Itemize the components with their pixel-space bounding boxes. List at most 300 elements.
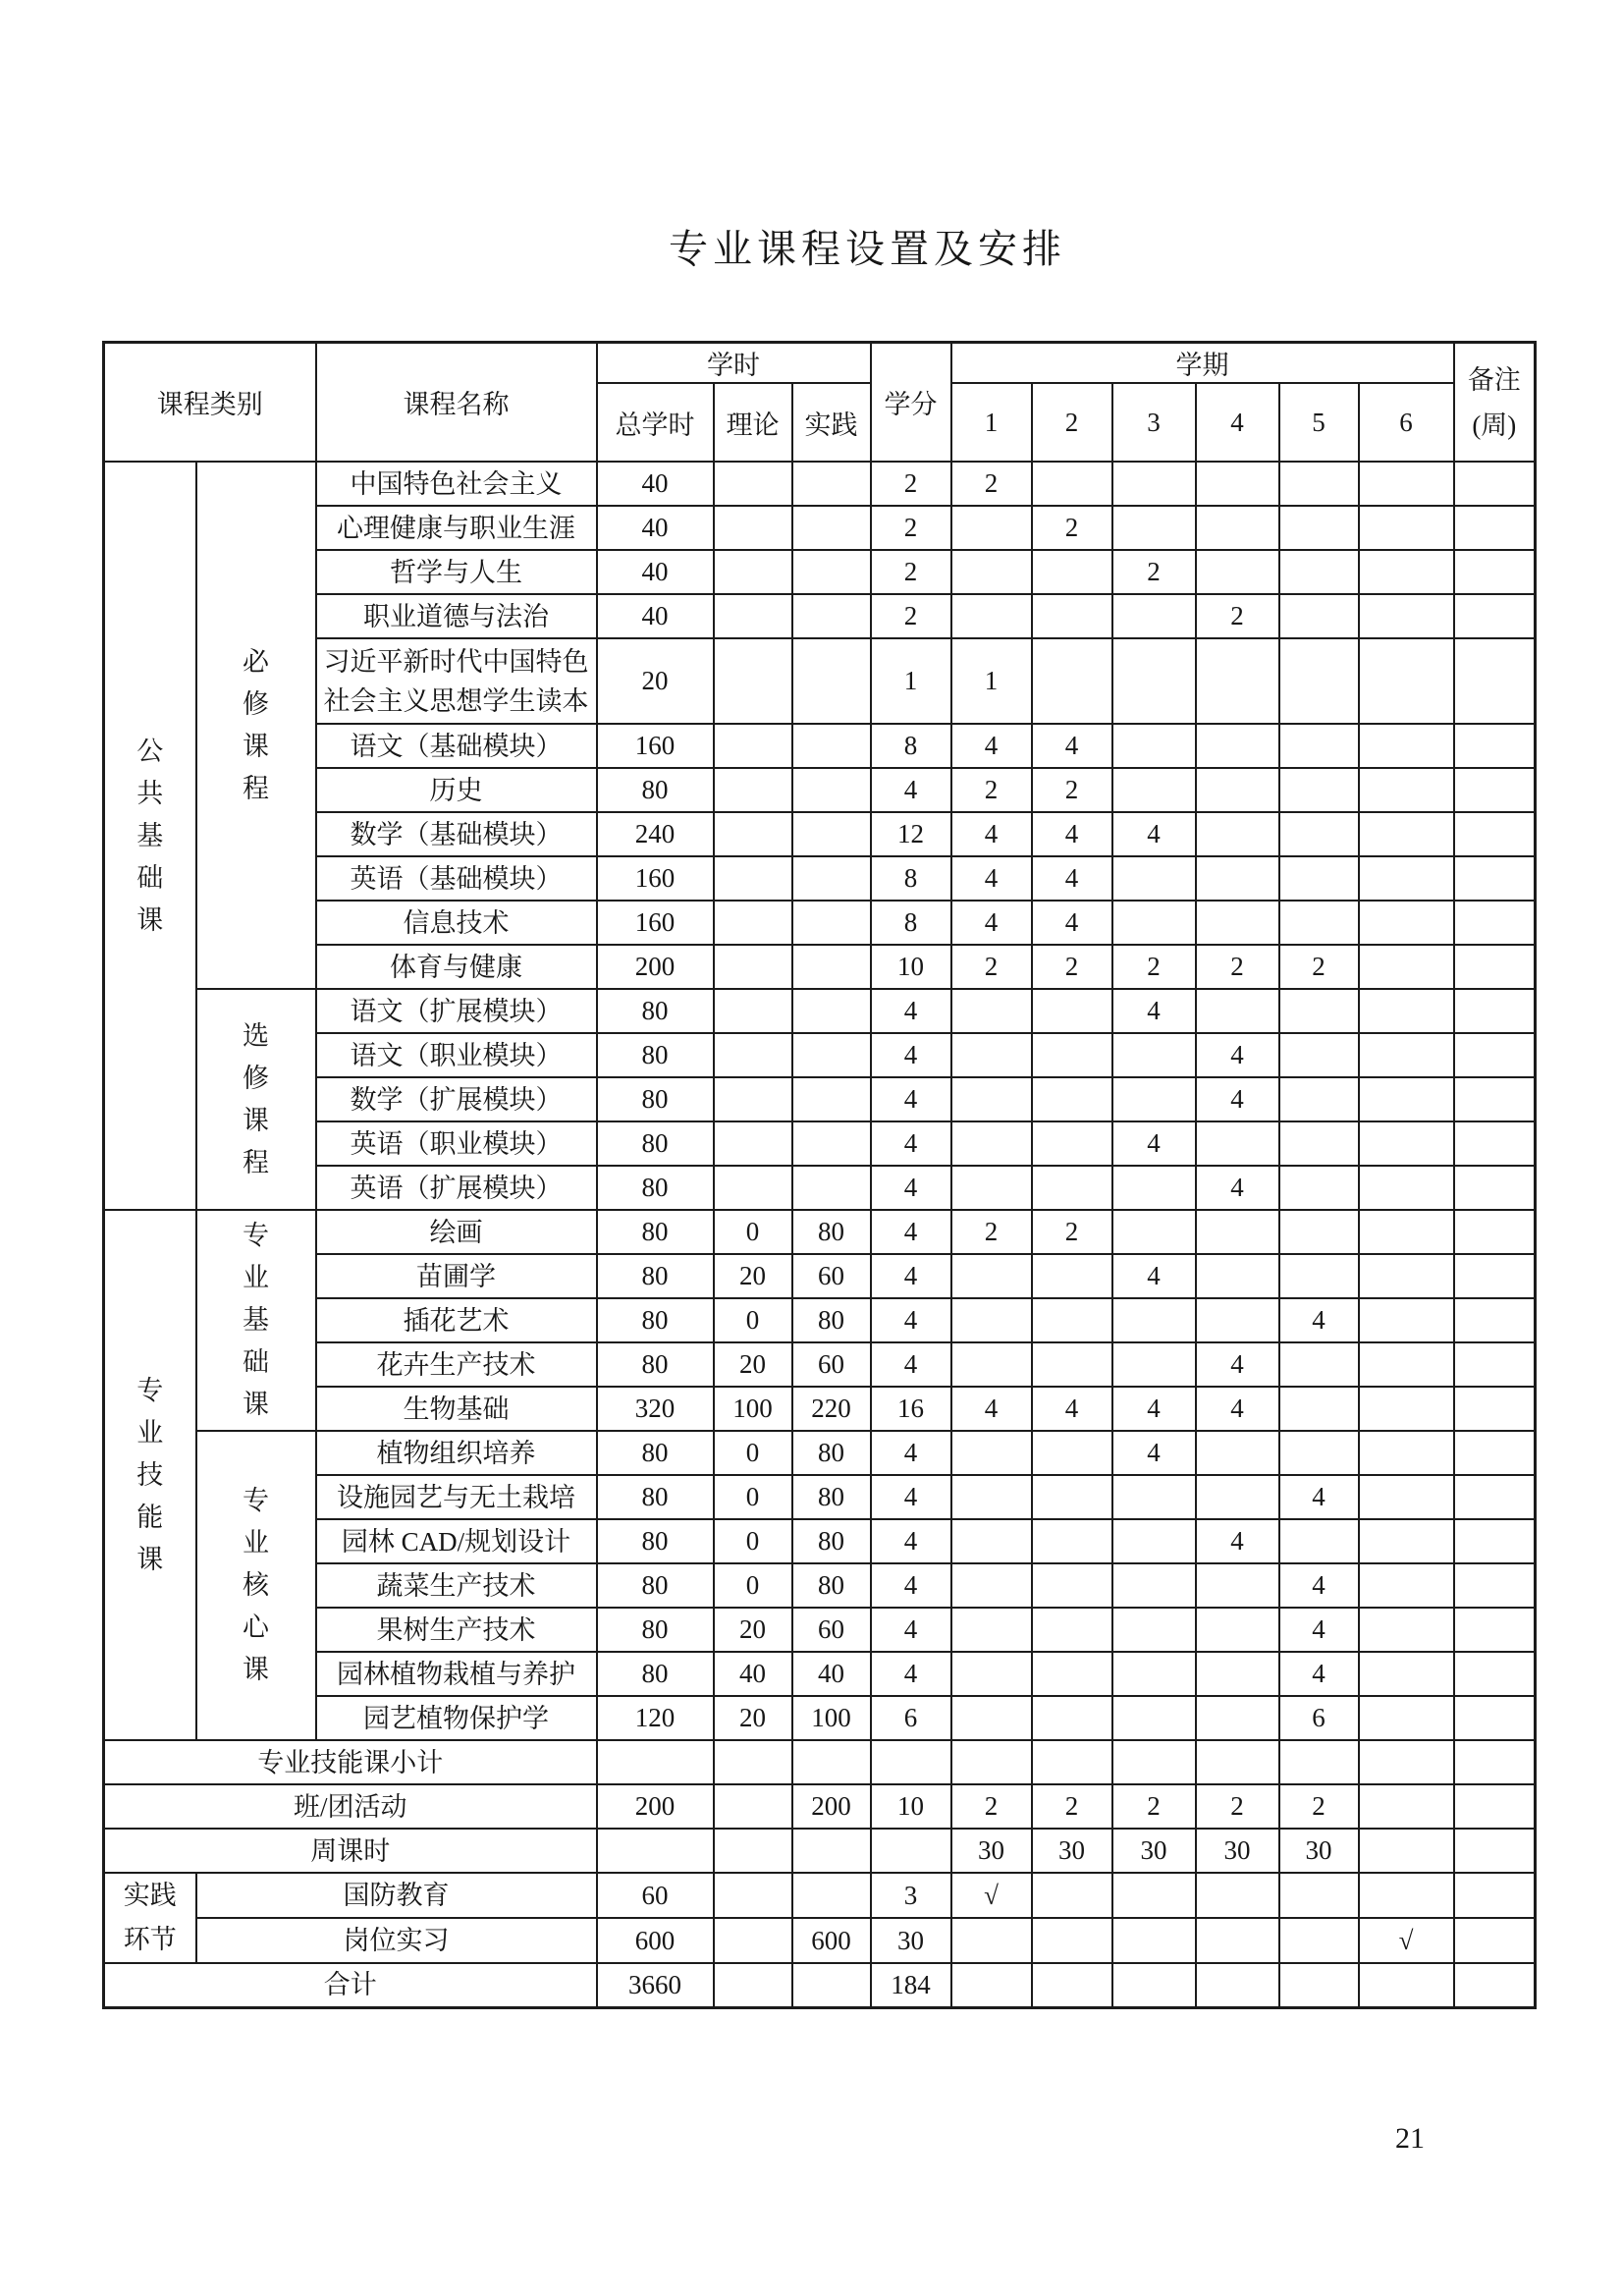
note-cell <box>1454 550 1536 594</box>
semester-4-cell <box>1196 550 1279 594</box>
semester-4-cell <box>1196 1210 1279 1254</box>
practice-hours-cell <box>792 812 871 856</box>
semester-5-cell <box>1279 1387 1359 1431</box>
semester-5-cell <box>1279 506 1359 550</box>
credit-cell: 4 <box>871 768 951 812</box>
semester-1-cell <box>951 506 1032 550</box>
semester-3-cell <box>1112 638 1196 724</box>
practice-hours-cell: 80 <box>792 1519 871 1563</box>
header-semester-5: 5 <box>1279 383 1359 462</box>
total-hours-cell: 20 <box>597 638 714 724</box>
semester-4-cell: 4 <box>1196 1519 1279 1563</box>
semester-1-cell: 2 <box>951 462 1032 506</box>
theory-hours-cell: 20 <box>714 1696 792 1740</box>
page-number: 21 <box>1395 2122 1425 2155</box>
semester-1-cell <box>951 1963 1032 2007</box>
note-cell <box>1454 768 1536 812</box>
semester-6-cell <box>1359 1563 1454 1608</box>
course-name-cell: 语文（基础模块） <box>316 724 597 768</box>
semester-4-cell <box>1196 1431 1279 1475</box>
course-name-cell: 信息技术 <box>316 901 597 945</box>
semester-5-cell: 4 <box>1279 1475 1359 1519</box>
semester-1-cell <box>951 594 1032 638</box>
note-cell <box>1454 989 1536 1033</box>
theory-hours-cell <box>714 768 792 812</box>
practice-hours-cell: 80 <box>792 1431 871 1475</box>
credit-cell: 4 <box>871 1519 951 1563</box>
semester-4-cell <box>1196 506 1279 550</box>
semester-6-cell: √ <box>1359 1918 1454 1963</box>
semester-2-cell <box>1032 1563 1112 1608</box>
semester-3-cell <box>1112 1210 1196 1254</box>
practice-hours-cell <box>792 594 871 638</box>
credit-cell: 1 <box>871 638 951 724</box>
semester-4-cell: 4 <box>1196 1387 1279 1431</box>
credit-cell: 4 <box>871 1166 951 1210</box>
practice-hours-cell <box>792 1033 871 1077</box>
credit-cell: 4 <box>871 1608 951 1652</box>
credit-cell: 4 <box>871 1652 951 1696</box>
semester-5-cell: 4 <box>1279 1563 1359 1608</box>
credit-cell: 4 <box>871 1254 951 1298</box>
semester-1-cell: 2 <box>951 1210 1032 1254</box>
practice-hours-cell: 60 <box>792 1342 871 1387</box>
semester-4-cell: 4 <box>1196 1166 1279 1210</box>
semester-6-cell <box>1359 989 1454 1033</box>
course-name-cell: 园林 CAD/规划设计 <box>316 1519 597 1563</box>
course-name-cell: 岗位实习 <box>196 1918 597 1963</box>
header-semester-4: 4 <box>1196 383 1279 462</box>
header-note <box>1454 343 1536 463</box>
total-hours-cell: 160 <box>597 724 714 768</box>
semester-6-cell <box>1359 1652 1454 1696</box>
theory-hours-cell: 0 <box>714 1563 792 1608</box>
semester-2-cell <box>1032 1918 1112 1963</box>
semester-2-cell <box>1032 1519 1112 1563</box>
semester-1-cell <box>951 1342 1032 1387</box>
course-name-cell: 英语（职业模块） <box>316 1121 597 1166</box>
credit-cell: 8 <box>871 724 951 768</box>
semester-2-cell <box>1032 1873 1112 1918</box>
theory-hours-cell <box>714 594 792 638</box>
category-cell: 专 业 技 能 课 <box>104 1210 196 1740</box>
theory-hours-cell <box>714 1121 792 1166</box>
semester-5-cell <box>1279 1121 1359 1166</box>
practice-hours-cell: 80 <box>792 1210 871 1254</box>
semester-4-cell <box>1196 638 1279 724</box>
semester-3-cell <box>1112 1077 1196 1121</box>
semester-2-cell <box>1032 1608 1112 1652</box>
semester-5-cell <box>1279 594 1359 638</box>
semester-5-cell <box>1279 1077 1359 1121</box>
course-name-cell: 英语（基础模块） <box>316 856 597 901</box>
practice-hours-cell: 80 <box>792 1563 871 1608</box>
header-note-line1: 备注 <box>1467 364 1521 395</box>
note-cell <box>1454 856 1536 901</box>
semester-3-cell <box>1112 1563 1196 1608</box>
semester-2-cell: 4 <box>1032 901 1112 945</box>
header-course-category: 课程类别 <box>104 343 316 463</box>
semester-4-cell <box>1196 989 1279 1033</box>
total-hours-cell: 60 <box>597 1873 714 1918</box>
course-name-cell: 体育与健康 <box>316 945 597 989</box>
semester-4-cell <box>1196 1121 1279 1166</box>
semester-4-cell <box>1196 812 1279 856</box>
credit-cell: 10 <box>871 1784 951 1829</box>
semester-3-cell <box>1112 1608 1196 1652</box>
practice-hours-cell <box>792 989 871 1033</box>
semester-2-cell: 30 <box>1032 1829 1112 1873</box>
credit-cell: 2 <box>871 594 951 638</box>
semester-6-cell <box>1359 1387 1454 1431</box>
course-name-cell: 植物组织培养 <box>316 1431 597 1475</box>
semester-3-cell <box>1112 1696 1196 1740</box>
semester-6-cell <box>1359 1121 1454 1166</box>
semester-4-cell <box>1196 1563 1279 1608</box>
practice-hours-cell: 60 <box>792 1254 871 1298</box>
practice-hours-cell: 60 <box>792 1608 871 1652</box>
practice-hours-cell <box>792 1829 871 1873</box>
practice-hours-cell: 600 <box>792 1918 871 1963</box>
semester-4-cell <box>1196 462 1279 506</box>
semester-1-cell: 1 <box>951 638 1032 724</box>
semester-5-cell <box>1279 1963 1359 2007</box>
semester-5-cell <box>1279 550 1359 594</box>
semester-4-cell <box>1196 1963 1279 2007</box>
note-cell <box>1454 1210 1536 1254</box>
total-hours-cell: 200 <box>597 1784 714 1829</box>
note-cell <box>1454 1298 1536 1342</box>
curriculum-table-body <box>104 462 1536 2007</box>
header-practice: 实践 <box>792 383 871 462</box>
semester-3-cell <box>1112 1918 1196 1963</box>
total-hours-cell <box>597 1829 714 1873</box>
theory-hours-cell <box>714 1784 792 1829</box>
course-name-cell: 习近平新时代中国特色 社会主义思想学生读本 <box>316 638 597 724</box>
semester-2-cell: 4 <box>1032 812 1112 856</box>
subcategory-cell: 专 业 核 心 课 <box>196 1431 316 1740</box>
practice-hours-cell <box>792 638 871 724</box>
semester-4-cell <box>1196 1608 1279 1652</box>
total-hours-cell: 80 <box>597 1254 714 1298</box>
theory-hours-cell <box>714 1963 792 2007</box>
semester-2-cell <box>1032 1077 1112 1121</box>
semester-5-cell <box>1279 1210 1359 1254</box>
semester-6-cell <box>1359 856 1454 901</box>
semester-4-cell <box>1196 768 1279 812</box>
semester-6-cell <box>1359 1210 1454 1254</box>
semester-4-cell <box>1196 856 1279 901</box>
semester-6-cell <box>1359 1829 1454 1873</box>
semester-2-cell: 2 <box>1032 1784 1112 1829</box>
total-hours-cell: 80 <box>597 1166 714 1210</box>
header-semester-group: 学期 <box>951 343 1454 384</box>
semester-5-cell: 4 <box>1279 1608 1359 1652</box>
practice-hours-cell <box>792 1740 871 1784</box>
semester-2-cell: 2 <box>1032 506 1112 550</box>
total-hours-cell: 80 <box>597 989 714 1033</box>
semester-5-cell: 2 <box>1279 945 1359 989</box>
note-cell <box>1454 1519 1536 1563</box>
note-cell <box>1454 638 1536 724</box>
semester-6-cell <box>1359 1519 1454 1563</box>
total-hours-cell: 80 <box>597 1652 714 1696</box>
credit-cell: 10 <box>871 945 951 989</box>
practice-section-label-cell: 实践 环节 <box>104 1873 196 1963</box>
semester-2-cell: 2 <box>1032 768 1112 812</box>
semester-5-cell: 6 <box>1279 1696 1359 1740</box>
total-hours-cell: 80 <box>597 1033 714 1077</box>
summary-label-cell: 周课时 <box>104 1829 597 1873</box>
theory-hours-cell <box>714 462 792 506</box>
theory-hours-cell <box>714 1829 792 1873</box>
semester-2-cell <box>1032 594 1112 638</box>
note-cell <box>1454 1387 1536 1431</box>
semester-6-cell <box>1359 1696 1454 1740</box>
theory-hours-cell <box>714 1033 792 1077</box>
semester-6-cell <box>1359 462 1454 506</box>
subcategory-cell: 专 业 基 础 课 <box>196 1210 316 1431</box>
theory-hours-cell <box>714 901 792 945</box>
semester-6-cell <box>1359 1475 1454 1519</box>
practice-hours-cell <box>792 1963 871 2007</box>
practice-hours-cell: 80 <box>792 1475 871 1519</box>
practice-hours-cell <box>792 724 871 768</box>
total-hours-cell: 200 <box>597 945 714 989</box>
semester-6-cell <box>1359 812 1454 856</box>
semester-5-cell: 2 <box>1279 1784 1359 1829</box>
total-hours-cell: 80 <box>597 1431 714 1475</box>
semester-6-cell <box>1359 1873 1454 1918</box>
semester-3-cell: 2 <box>1112 945 1196 989</box>
total-hours-cell: 80 <box>597 1608 714 1652</box>
semester-3-cell <box>1112 1342 1196 1387</box>
semester-1-cell <box>951 550 1032 594</box>
semester-1-cell <box>951 1077 1032 1121</box>
header-total-hours: 总学时 <box>597 383 714 462</box>
theory-hours-cell: 0 <box>714 1519 792 1563</box>
total-hours-cell: 80 <box>597 1077 714 1121</box>
semester-2-cell <box>1032 1475 1112 1519</box>
credit-cell: 8 <box>871 856 951 901</box>
course-name-cell: 生物基础 <box>316 1387 597 1431</box>
credit-cell: 4 <box>871 1121 951 1166</box>
semester-4-cell <box>1196 1873 1279 1918</box>
semester-6-cell <box>1359 1166 1454 1210</box>
semester-6-cell <box>1359 506 1454 550</box>
note-cell <box>1454 724 1536 768</box>
course-name-cell: 花卉生产技术 <box>316 1342 597 1387</box>
semester-5-cell <box>1279 1740 1359 1784</box>
note-cell <box>1454 901 1536 945</box>
total-hours-cell: 240 <box>597 812 714 856</box>
category-cell: 公 共 基 础 课 <box>104 462 196 1210</box>
semester-5-cell: 4 <box>1279 1652 1359 1696</box>
semester-1-cell <box>951 1740 1032 1784</box>
semester-3-cell <box>1112 1475 1196 1519</box>
credit-cell: 3 <box>871 1873 951 1918</box>
practice-hours-cell: 200 <box>792 1784 871 1829</box>
note-cell <box>1454 1873 1536 1918</box>
course-name-cell: 语文（扩展模块） <box>316 989 597 1033</box>
practice-hours-cell: 80 <box>792 1298 871 1342</box>
note-cell <box>1454 1342 1536 1387</box>
semester-4-cell <box>1196 1475 1279 1519</box>
semester-1-cell <box>951 1608 1032 1652</box>
semester-5-cell <box>1279 1342 1359 1387</box>
summary-label-cell: 专业技能课小计 <box>104 1740 597 1784</box>
total-hours-cell: 80 <box>597 1210 714 1254</box>
theory-hours-cell <box>714 856 792 901</box>
credit-cell: 2 <box>871 506 951 550</box>
theory-hours-cell: 0 <box>714 1475 792 1519</box>
course-name-cell: 设施园艺与无土栽培 <box>316 1475 597 1519</box>
semester-2-cell: 4 <box>1032 1387 1112 1431</box>
semester-4-cell <box>1196 724 1279 768</box>
credit-cell <box>871 1829 951 1873</box>
note-cell <box>1454 1918 1536 1963</box>
semester-5-cell: 30 <box>1279 1829 1359 1873</box>
semester-1-cell: 30 <box>951 1829 1032 1873</box>
semester-3-cell <box>1112 506 1196 550</box>
theory-hours-cell <box>714 550 792 594</box>
note-cell <box>1454 1254 1536 1298</box>
total-hours-cell: 80 <box>597 1121 714 1166</box>
semester-1-cell <box>951 1563 1032 1608</box>
course-name-cell: 苗圃学 <box>316 1254 597 1298</box>
credit-cell: 2 <box>871 462 951 506</box>
semester-4-cell: 4 <box>1196 1077 1279 1121</box>
semester-6-cell <box>1359 901 1454 945</box>
semester-2-cell <box>1032 1254 1112 1298</box>
semester-1-cell <box>951 1519 1032 1563</box>
semester-1-cell <box>951 1696 1032 1740</box>
theory-hours-cell <box>714 1740 792 1784</box>
semester-1-cell <box>951 1033 1032 1077</box>
semester-6-cell <box>1359 594 1454 638</box>
semester-5-cell <box>1279 1254 1359 1298</box>
note-cell <box>1454 1475 1536 1519</box>
note-cell <box>1454 1563 1536 1608</box>
course-name-cell: 园林植物栽植与养护 <box>316 1652 597 1696</box>
semester-3-cell <box>1112 856 1196 901</box>
semester-5-cell <box>1279 1873 1359 1918</box>
semester-2-cell <box>1032 1166 1112 1210</box>
semester-1-cell: 4 <box>951 724 1032 768</box>
semester-3-cell: 30 <box>1112 1829 1196 1873</box>
practice-hours-cell <box>792 768 871 812</box>
semester-2-cell: 4 <box>1032 724 1112 768</box>
semester-5-cell <box>1279 1431 1359 1475</box>
course-name-cell: 中国特色社会主义 <box>316 462 597 506</box>
semester-1-cell: 4 <box>951 1387 1032 1431</box>
theory-hours-cell: 0 <box>714 1210 792 1254</box>
course-name-cell: 哲学与人生 <box>316 550 597 594</box>
semester-4-cell <box>1196 1696 1279 1740</box>
practice-hours-cell: 220 <box>792 1387 871 1431</box>
theory-hours-cell: 0 <box>714 1298 792 1342</box>
practice-hours-cell <box>792 1166 871 1210</box>
semester-1-cell <box>951 1298 1032 1342</box>
total-hours-cell: 80 <box>597 768 714 812</box>
semester-3-cell: 4 <box>1112 1431 1196 1475</box>
theory-hours-cell <box>714 724 792 768</box>
theory-hours-cell <box>714 1077 792 1121</box>
semester-3-cell <box>1112 1740 1196 1784</box>
semester-4-cell <box>1196 1740 1279 1784</box>
practice-hours-cell <box>792 506 871 550</box>
semester-4-cell <box>1196 1918 1279 1963</box>
note-cell <box>1454 1033 1536 1077</box>
semester-1-cell <box>951 1121 1032 1166</box>
note-cell <box>1454 1431 1536 1475</box>
semester-6-cell <box>1359 1963 1454 2007</box>
semester-4-cell: 4 <box>1196 1033 1279 1077</box>
semester-5-cell <box>1279 462 1359 506</box>
header-semester-3: 3 <box>1112 383 1196 462</box>
course-name-cell: 国防教育 <box>196 1873 597 1918</box>
credit-cell: 2 <box>871 550 951 594</box>
semester-4-cell: 30 <box>1196 1829 1279 1873</box>
semester-6-cell <box>1359 1298 1454 1342</box>
course-name-cell: 园艺植物保护学 <box>316 1696 597 1740</box>
practice-hours-cell: 40 <box>792 1652 871 1696</box>
semester-2-cell: 2 <box>1032 1210 1112 1254</box>
theory-hours-cell: 100 <box>714 1387 792 1431</box>
semester-4-cell: 4 <box>1196 1342 1279 1387</box>
semester-1-cell: 4 <box>951 901 1032 945</box>
practice-hours-cell: 100 <box>792 1696 871 1740</box>
practice-hours-cell <box>792 550 871 594</box>
semester-6-cell <box>1359 1740 1454 1784</box>
total-hours-cell: 80 <box>597 1475 714 1519</box>
credit-cell: 4 <box>871 1298 951 1342</box>
semester-6-cell <box>1359 1608 1454 1652</box>
semester-4-cell <box>1196 1652 1279 1696</box>
theory-hours-cell: 40 <box>714 1652 792 1696</box>
credit-cell: 4 <box>871 1342 951 1387</box>
course-name-cell: 蔬菜生产技术 <box>316 1563 597 1608</box>
summary-label-cell: 班/团活动 <box>104 1784 597 1829</box>
practice-hours-cell <box>792 901 871 945</box>
theory-hours-cell <box>714 945 792 989</box>
note-cell <box>1454 1121 1536 1166</box>
note-cell <box>1454 506 1536 550</box>
semester-3-cell <box>1112 1033 1196 1077</box>
semester-2-cell <box>1032 638 1112 724</box>
total-hours-cell: 40 <box>597 506 714 550</box>
header-hours-group: 学时 <box>597 343 871 384</box>
semester-3-cell <box>1112 901 1196 945</box>
semester-2-cell <box>1032 1740 1112 1784</box>
total-hours-cell <box>597 1740 714 1784</box>
theory-hours-cell <box>714 989 792 1033</box>
semester-3-cell <box>1112 1166 1196 1210</box>
semester-1-cell <box>951 989 1032 1033</box>
semester-2-cell <box>1032 1963 1112 2007</box>
total-hours-cell: 600 <box>597 1918 714 1963</box>
header-note-line2: (周) <box>1472 410 1517 440</box>
header-credit: 学分 <box>871 343 951 463</box>
semester-2-cell <box>1032 550 1112 594</box>
note-cell <box>1454 594 1536 638</box>
note-cell <box>1454 1784 1536 1829</box>
semester-1-cell: 4 <box>951 856 1032 901</box>
total-hours-cell: 80 <box>597 1563 714 1608</box>
total-hours-cell: 160 <box>597 856 714 901</box>
semester-3-cell: 2 <box>1112 550 1196 594</box>
semester-3-cell: 4 <box>1112 1254 1196 1298</box>
